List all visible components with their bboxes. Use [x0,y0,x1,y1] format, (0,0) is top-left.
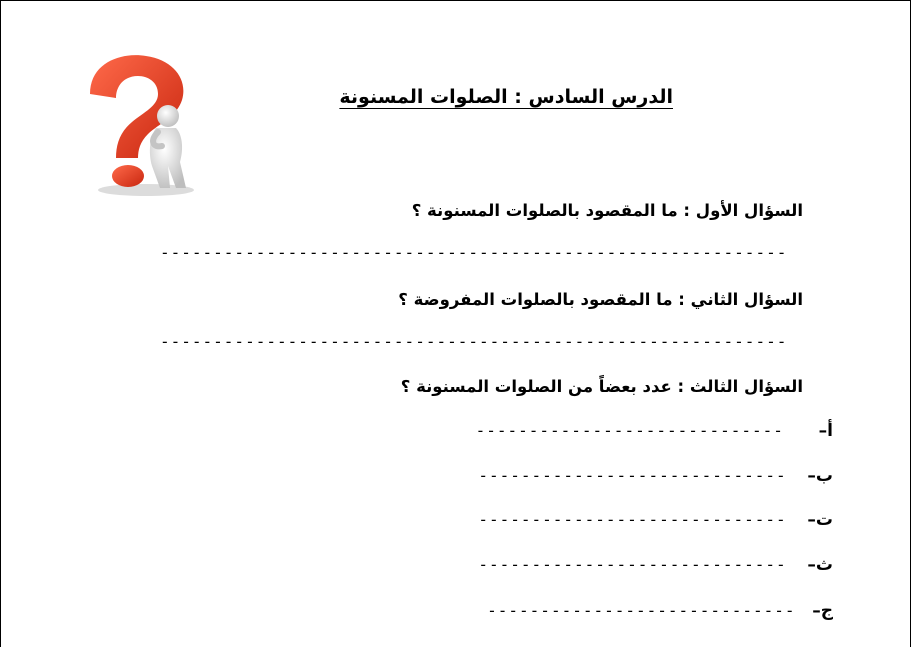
list-answer-line[interactable]: ----------------------------- [478,510,787,529]
list-label: ب– [807,465,833,486]
list-label: ث– [807,554,833,575]
list-answer-line[interactable]: ----------------------------- [478,555,787,574]
lesson-title: الدرس السادس : الصلوات المسنونة [339,86,673,108]
list-item-j [487,600,833,624]
list-item-a [476,420,833,444]
list-item-t [478,509,833,533]
list-label: ج– [812,600,833,621]
question-3: السؤال الثالث : عدد بعضاً من الصلوات المسنونة ؟ [400,377,803,396]
answer-line-2[interactable]: ----------------------------------------------------------- [160,333,788,351]
list-answer-line[interactable]: ----------------------------- [475,421,784,440]
list-label: أ– [818,420,833,441]
list-answer-line[interactable]: ----------------------------- [478,466,787,485]
list-answer-line[interactable]: ----------------------------- [487,601,796,620]
list-item-th [478,554,833,578]
answer-line-1[interactable]: ----------------------------------------------------------- [160,244,788,262]
question-1: السؤال الأول : ما المقصود بالصلوات المسنونة ؟ [411,201,803,220]
question-mark-figure-icon [76,48,198,198]
list-label: ت– [807,509,833,530]
question-2: السؤال الثاني : ما المقصود بالصلوات المفروضة ؟ [398,290,803,309]
list-item-b [478,465,833,489]
